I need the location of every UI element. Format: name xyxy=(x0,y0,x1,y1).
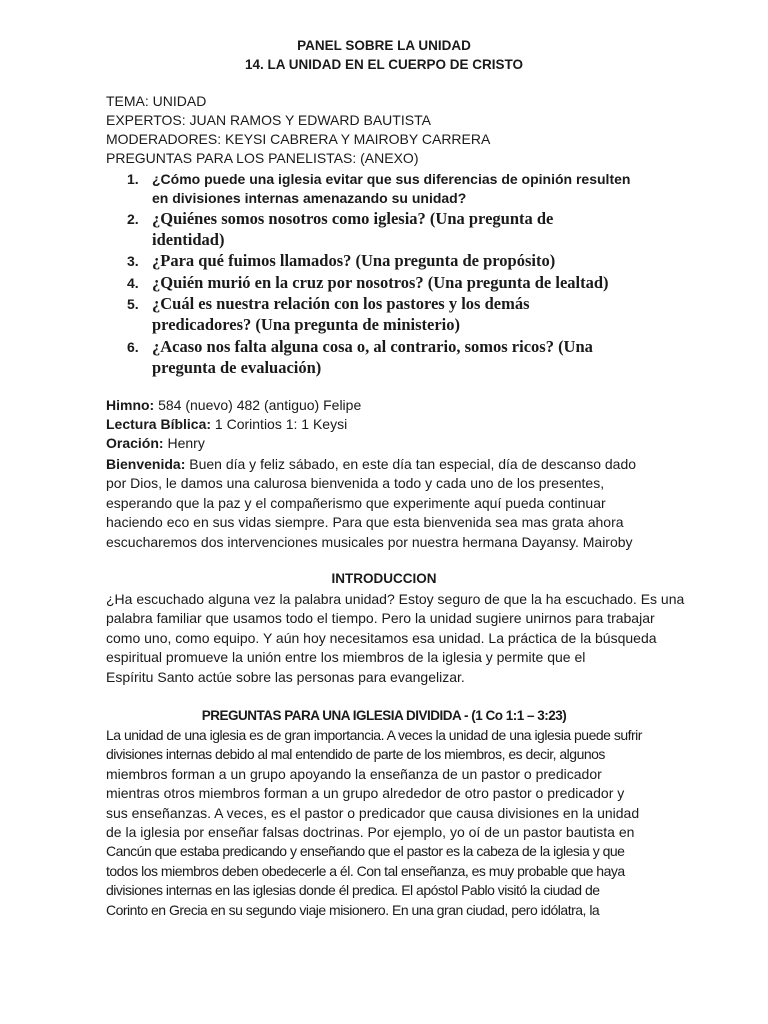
himno-label: Himno: xyxy=(106,397,155,413)
question-item xyxy=(107,336,593,378)
question-item xyxy=(107,208,553,250)
question-text: ¿Cómo puede una iglesia evitar que sus diferencias de opinión resulten xyxy=(152,171,631,187)
question-text-cont: identidad) xyxy=(152,230,225,249)
paragraph-line: Espíritu Santo actúe sobre las personas para evangelizar. xyxy=(106,668,465,685)
expertos-line: EXPERTOS: JUAN RAMOS Y EDWARD BAUTISTA xyxy=(106,112,431,128)
question-number: 3. xyxy=(127,253,139,269)
question-text-cont: predicadores? (Una pregunta de ministerio) xyxy=(152,315,460,334)
bienvenida-label: Bienvenida: xyxy=(106,456,186,472)
intro-paragraph xyxy=(106,590,685,687)
document-subtitle: 14. LA UNIDAD EN EL CUERPO DE CRISTO xyxy=(244,57,524,72)
himno-line xyxy=(106,397,361,413)
paragraph-line: como uno, como equipo. Y aún hoy necesitamos esa unidad. La práctica de la búsqueda xyxy=(106,629,657,646)
paragraph-line: Cancún que estaba predicando y enseñando que el pastor es la cabeza de la iglesia y que xyxy=(106,843,625,860)
divided-paragraph xyxy=(106,726,666,920)
himno-value: 584 (nuevo) 482 (antiguo) Felipe xyxy=(154,397,362,413)
bienvenida-paragraph xyxy=(106,455,666,552)
document-title: PANEL SOBRE LA UNIDAD xyxy=(297,38,471,53)
question-number: 4. xyxy=(127,275,139,291)
paragraph-line: mientras otros miembros forman a un grupo alrededor de otro pastor o predicador y xyxy=(106,785,625,802)
question-number: 2. xyxy=(127,211,139,227)
bienvenida-text: Buen día y feliz sábado, en este día tan especial, día de descanso dado xyxy=(185,456,637,472)
paragraph-line xyxy=(106,455,666,474)
paragraph-line: Corinto en Grecia en su segundo viaje misionero. En una gran ciudad, pero idólatra, la xyxy=(106,901,600,918)
question-text: ¿Para qué fuimos llamados? (Una pregunta de propósito) xyxy=(152,251,556,270)
paragraph-line: ¿Ha escuchado alguna vez la palabra unidad? Estoy seguro de que la ha escuchado. Es una xyxy=(106,591,685,607)
paragraph-line: La unidad de una iglesia es de gran importancia. A veces la unidad de una iglesia puede sufrir xyxy=(106,727,642,743)
lectura-value: 1 Corintios 1: 1 Keysi xyxy=(211,416,348,432)
intro-heading: INTRODUCCION xyxy=(331,571,437,586)
paragraph-line: de la iglesia por enseñar falsas doctrinas. Por ejemplo, yo oí de un pastor bautista en xyxy=(106,824,635,841)
paragraph-line: por Dios, le damos una calurosa bienvenida a todo y cada uno de los presentes, xyxy=(106,475,605,492)
paragraph-line: divisiones internas en las iglesias donde él predica. El apóstol Pablo visitó la ciudad de xyxy=(106,882,600,899)
oracion-line xyxy=(106,435,205,451)
question-text-cont: en divisiones internas amenazando su unidad? xyxy=(152,190,467,206)
oracion-label: Oración: xyxy=(106,435,164,451)
preguntas-line: PREGUNTAS PARA LOS PANELISTAS: (ANEXO) xyxy=(106,150,419,166)
moderadores-line: MODERADORES: KEYSI CABRERA Y MAIROBY CARRERA xyxy=(106,131,491,147)
paragraph-line: escucharemos dos intervenciones musicales por nuestra hermana Dayansy. Mairoby xyxy=(106,533,633,550)
question-item xyxy=(107,170,630,208)
question-text: ¿Quién murió en la cruz por nosotros? (Una pregunta de lealtad) xyxy=(152,273,609,292)
paragraph-line: miembros forman a un grupo apoyando la enseñanza de un pastor o predicador xyxy=(106,765,602,782)
question-item xyxy=(107,272,609,293)
question-text: ¿Acaso nos falta alguna cosa o, al contrario, somos ricos? (Una xyxy=(152,337,593,356)
paragraph-line: haciendo eco en sus vidas siempre. Para que esta bienvenida sea mas grata ahora xyxy=(106,514,624,531)
tema-line: TEMA: UNIDAD xyxy=(106,93,207,109)
question-item xyxy=(107,250,555,271)
question-number: 6. xyxy=(127,339,139,355)
question-text: ¿Quiénes somos nosotros como iglesia? (Una pregunta de xyxy=(152,209,554,228)
paragraph-line: divisiones internas debido al mal entendido de parte de los miembros, es decir, algunos xyxy=(106,746,605,763)
paragraph-line: espiritual promueve la unión entre los miembros de la iglesia y permite que el xyxy=(106,649,586,666)
question-item xyxy=(107,293,530,335)
lectura-line xyxy=(106,416,347,432)
paragraph-line: palabra familiar que usamos todo el tiempo. Pero la unidad sugiere unirnos para trabajar xyxy=(106,610,655,627)
question-number: 1. xyxy=(127,171,139,187)
divided-heading: PREGUNTAS PARA UNA IGLESIA DIVIDIDA - (1 Co 1:1 – 3:23) xyxy=(201,708,567,723)
paragraph-line: esperando que la paz y el compañerismo que experimente aquí pueda continuar xyxy=(106,494,606,511)
oracion-value: Henry xyxy=(163,435,205,451)
question-text: ¿Cuál es nuestra relación con los pastores y los demás xyxy=(152,294,530,313)
lectura-label: Lectura Bíblica: xyxy=(106,416,212,432)
question-number: 5. xyxy=(127,296,139,312)
question-text-cont: pregunta de evaluación) xyxy=(152,358,322,377)
paragraph-line: sus enseñanzas. A veces, es el pastor o predicador que causa divisiones en la unidad xyxy=(106,804,640,821)
paragraph-line: todos los miembros deben obedecerle a él. Con tal enseñanza, es muy probable que haya xyxy=(106,862,625,879)
